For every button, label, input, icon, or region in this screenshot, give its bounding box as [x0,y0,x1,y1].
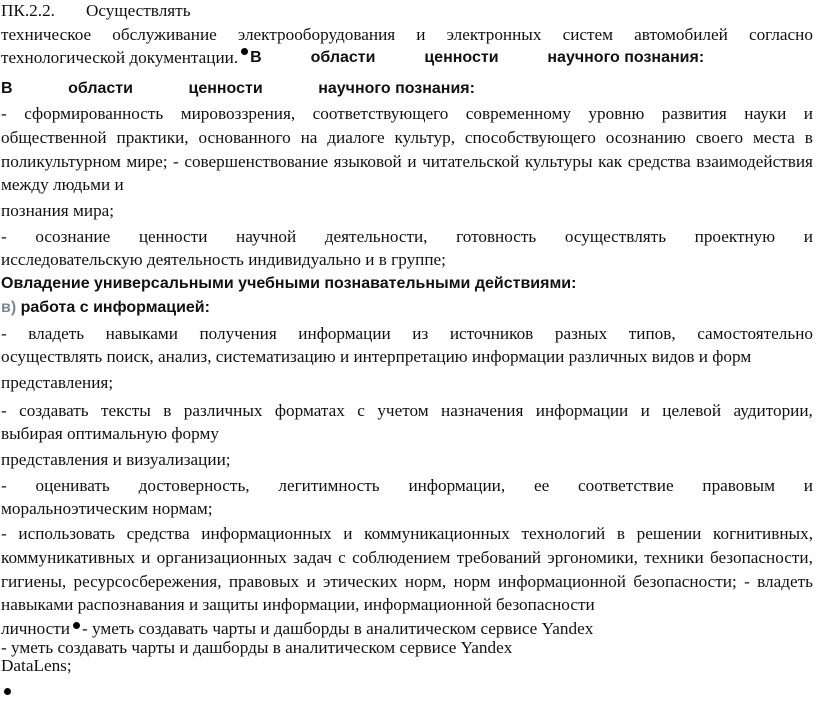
word: - [1,324,7,343]
para7-line1: личности - уметь создавать чарты и дашборды в аналитическом сервисе Yandex [1,619,594,638]
word: развития [661,104,727,123]
word: технологий [521,524,606,543]
word: соблюдением [352,548,451,567]
word: - [1,524,7,543]
word: ее [533,476,550,495]
word: информации, [408,476,506,495]
section-heading [1,79,475,99]
para6-line1 [1,524,813,544]
word: коммуникативных [1,548,135,567]
word: учетом [377,401,429,420]
word: способствующего [464,128,596,147]
word: самостоятельно [697,324,813,343]
word: источников [449,324,534,343]
word: типов, [628,324,676,343]
competence-text-line [1,25,813,45]
word: информации [535,401,629,420]
para5-line2: моральноэтическим нормам; [1,499,213,518]
word: осознание [35,227,111,246]
para1-line5: познания мира; [1,201,115,220]
word: мировоззрения, [180,104,296,123]
word: и [803,104,813,123]
para1-line4: между людьми и [1,175,124,194]
para6-line4: навыками распознавания и защиты информации, информационной безопасности [1,595,595,614]
word: и [416,25,426,44]
word: оценивать [35,476,110,495]
word: решении [636,524,702,543]
word: владеть [28,324,85,343]
para6-line3 [1,572,813,592]
para4-line3: представления и визуализации; [1,450,231,469]
word: своего [695,128,744,147]
word: совершенствование [184,152,329,171]
word: в [804,128,813,147]
universal-actions-heading: Овладение универсальными учебными познавательными действиями: [1,275,577,292]
word: информационной [497,572,626,591]
word: научного познания: [547,49,705,66]
word: когнитивных, [713,524,813,543]
word: уровню [588,104,645,123]
competence-code: ПК.2.2. [1,1,55,20]
para1-line1 [1,104,813,124]
word: требований [456,548,542,567]
word: владеть [757,572,813,591]
word: правовых [228,572,300,591]
word: практики, [116,128,189,147]
word: информации [298,324,391,343]
word: науки [744,104,787,123]
word: коммуникационных [364,524,510,543]
word: тексты [101,401,151,420]
word: основанного [198,128,291,147]
para7-line3: DataLens; [1,656,72,675]
word: согласно [748,25,813,44]
word: в [163,401,172,420]
word: разных [554,324,608,343]
word: и [803,227,813,246]
word: ресурсосбережения, [73,572,222,591]
word: средства [126,524,190,543]
word: эргономики, [547,548,638,567]
word: научного познания: [318,80,475,97]
word: - [1,401,7,420]
word: общественной [1,128,107,147]
word: места [752,128,795,147]
section-heading-inline [250,48,704,68]
word: соответствие [578,476,674,495]
word: задач [293,548,332,567]
word: и [141,548,151,567]
word: норм [453,572,491,591]
word: обслуживание [112,25,217,44]
word: как [598,152,623,171]
word: из [412,324,429,343]
bullet-icon [73,622,80,629]
para3-line2: осуществлять поиск, анализ, систематизацию и интерпретацию информации различных видов и форм [1,347,752,366]
competence-code-line [1,1,191,21]
word: организационных [156,548,287,567]
word: области [310,49,376,66]
word: с [338,548,346,567]
word: автомобилей [634,25,728,44]
word: норм, [404,572,447,591]
word: электронных [446,25,542,44]
word: использовать [18,524,115,543]
word: аудитории, [733,401,813,420]
word: легитимность [278,476,380,495]
para3-line1 [1,324,813,344]
word: В [250,49,262,66]
word: безопасности, [709,548,813,567]
para7-line2: - уметь создавать чарты и дашборды в аналитическом сервисе Yandex [1,638,513,657]
word: мире; [126,152,168,171]
para2-line2: исследовательскую деятельность индивидуально и в группе; [1,250,446,269]
word: осознанию [605,128,686,147]
word: - [1,227,7,246]
word: современному [465,104,571,123]
word: различных [183,401,263,420]
word: области [68,80,133,97]
word: и [343,524,353,543]
para4-line2: выбирая оптимальную форму [1,424,219,443]
word: информационных [201,524,332,543]
para5-line1 [1,476,813,496]
word: соответствующего [312,104,449,123]
word: ценности [138,227,208,246]
word: правовым [702,476,775,495]
word: в [616,524,626,543]
word: с [357,401,365,420]
word: и [306,572,316,591]
word: систем [562,25,614,44]
word: культуры [524,152,593,171]
word: научной [236,227,297,246]
para3-line3: представления; [1,373,114,392]
word: на [300,128,318,147]
bullet-icon [241,48,248,55]
para1-line3 [1,152,813,172]
competence-verb: Осуществлять [85,1,191,20]
word: готовность [456,227,537,246]
list-letter: в) [1,299,17,316]
word: диалоге [327,128,385,147]
info-heading: в) работа с информацией: [1,299,210,316]
word: культур, [394,128,456,147]
word: и [640,401,650,420]
word: техническое [1,25,92,44]
word: проектную [694,227,776,246]
word: ценности [424,49,499,66]
para6-line2 [1,548,813,568]
word: получения [199,324,277,343]
word: сформированность [24,104,164,123]
word: техники [644,548,704,567]
para2-line1 [1,227,813,247]
word: - [1,104,7,123]
word: назначения [441,401,524,420]
word: осуществлять [564,227,667,246]
word: форматах [274,401,345,420]
word: - [744,572,750,591]
word: этических [323,572,398,591]
word: целевой [662,401,722,420]
word: - [173,152,179,171]
word: языковой [333,152,402,171]
word: гигиены, [1,572,67,591]
competence-text-end: технологической документации. В области ценности научного познания: [1,48,705,67]
para4-line1 [1,401,813,421]
word: читательской [422,152,520,171]
word: ценности [188,80,263,97]
word: В [1,80,13,97]
word: средства [627,152,691,171]
word: - [1,476,7,495]
word: навыками [105,324,178,343]
word: и [803,476,813,495]
word: достоверность, [138,476,250,495]
word: деятельности, [324,227,428,246]
word: взаимодействия [696,152,813,171]
word: создавать [19,401,89,420]
word: и [407,152,417,171]
para1-line2 [1,128,813,148]
word: электрооборудования [237,25,396,44]
word: безопасности; [633,572,737,591]
word: поликультурном [1,152,121,171]
trailing-bullet-icon [4,685,11,705]
